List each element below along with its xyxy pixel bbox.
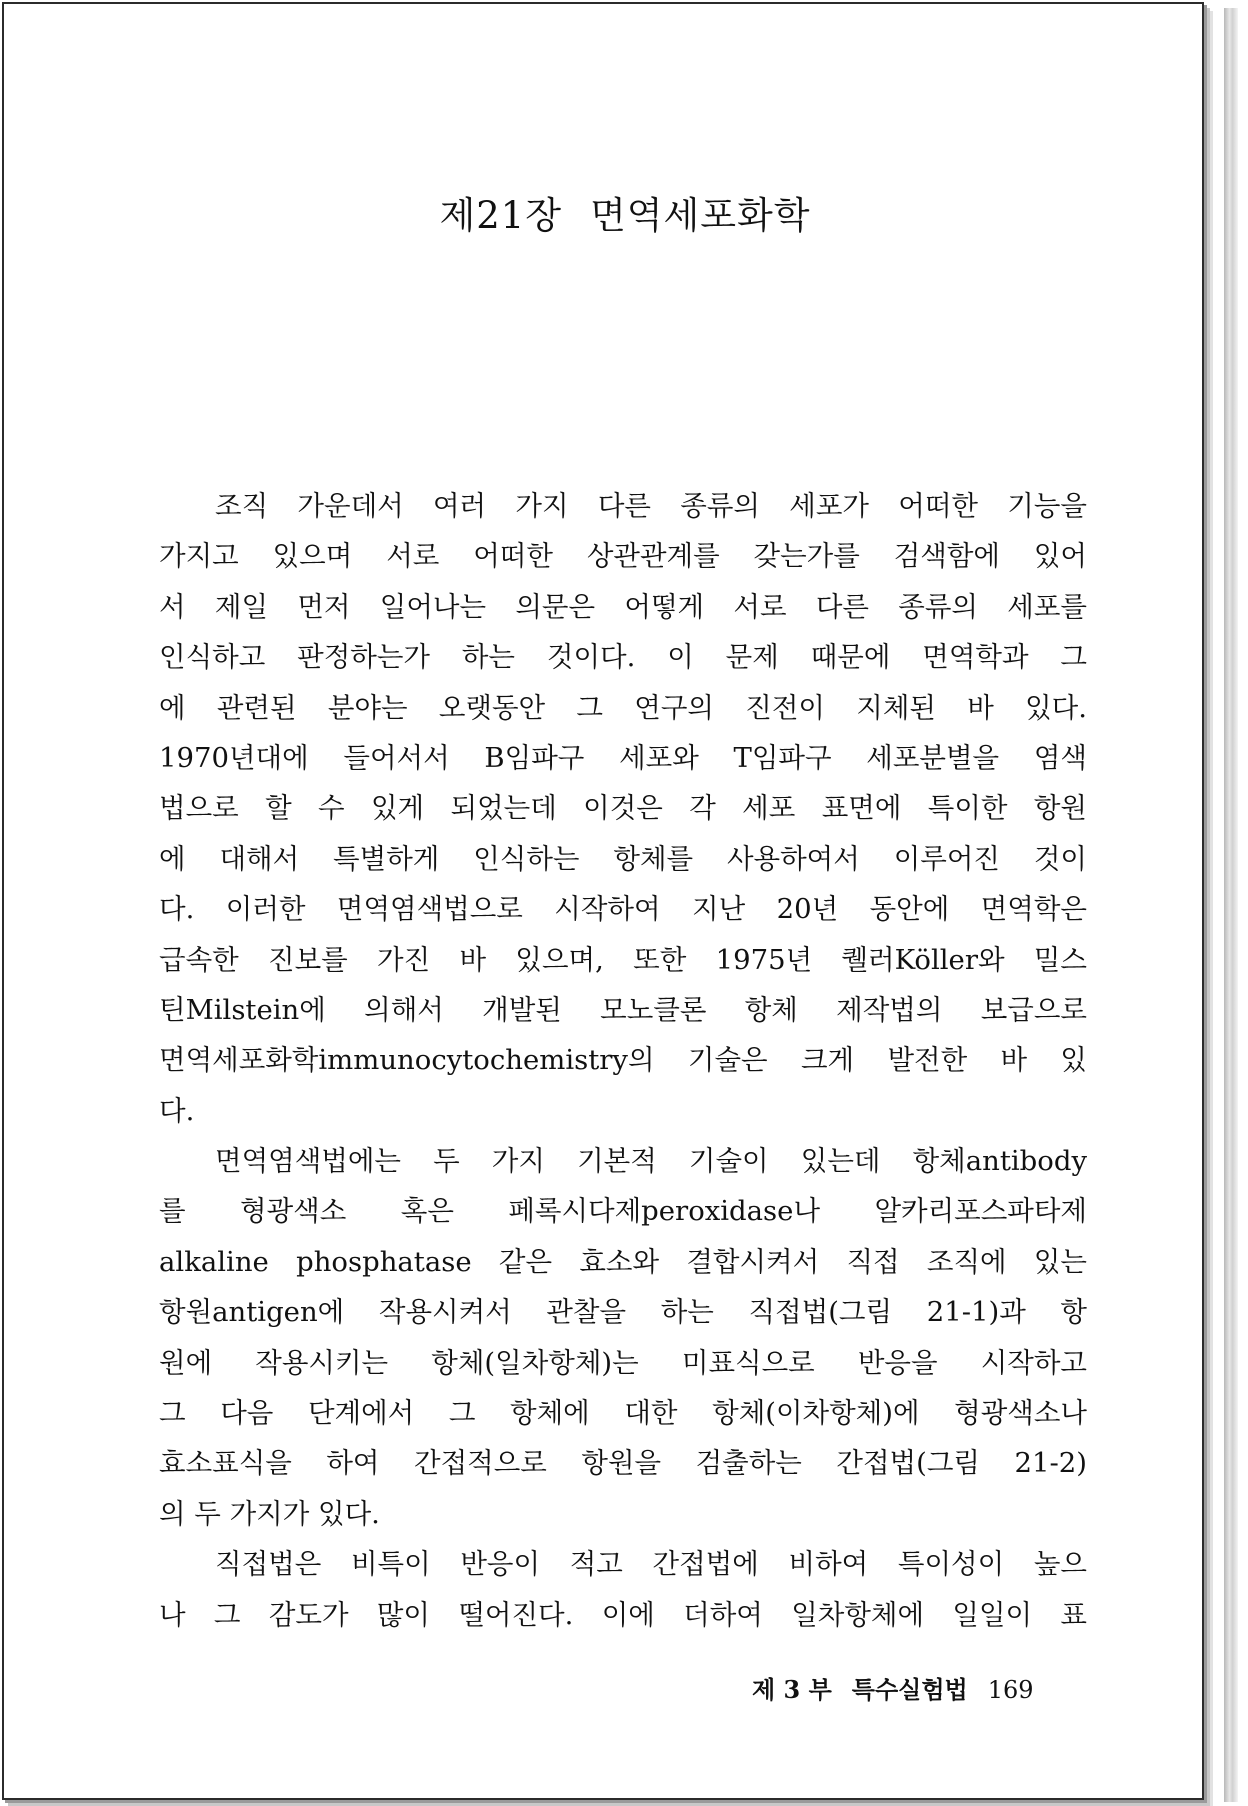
text-line: 에 대해서 특별하게 인식하는 항체를 사용하여서 이루어진 것이 [159, 842, 1087, 875]
book-page [2, 2, 1204, 1800]
text-line: 1970년대에 들어서서 B임파구 세포와 T임파구 세포분별을 염색 [159, 741, 1087, 774]
chapter-number: 제21장 [439, 194, 563, 237]
text-line: 틴Milstein에 의해서 개발된 모노클론 항체 제작법의 보급으로 [159, 993, 1087, 1026]
text-line: 면역염색법에는 두 가지 기본적 기술이 있는데 항체antibody [215, 1145, 1087, 1178]
text-line: 다. [159, 1094, 195, 1127]
text-line: 직접법은 비특이 반응이 적고 간접법에 비하여 특이성이 높으 [215, 1548, 1087, 1581]
text-line: 에 관련된 분야는 오랫동안 그 연구의 진전이 지체된 바 있다. [159, 691, 1087, 724]
text-line: alkaline phosphatase 같은 효소와 결합시켜서 직접 조직에 있는 [159, 1245, 1087, 1278]
text-line: 원에 작용시키는 항체(일차항체)는 미표식으로 반응을 시작하고 [159, 1346, 1087, 1379]
text-line: 가지고 있으며 서로 어떠한 상관관계를 갖는가를 검색함에 있어 [159, 540, 1087, 573]
text-line: 법으로 할 수 있게 되었는데 이것은 각 세포 표면에 특이한 항원 [159, 792, 1087, 825]
text-line: 조직 가운데서 여러 가지 다른 종류의 세포가 어떠한 기능을 [215, 490, 1087, 522]
page-edge-shadow [1224, 8, 1238, 1802]
page-number: 169 [987, 1676, 1034, 1704]
running-footer [752, 1670, 1034, 1705]
chapter-name: 면역세포화학 [590, 194, 811, 237]
text-line: 서 제일 먼저 일어나는 의문은 어떻게 서로 다른 종류의 세포를 [159, 590, 1087, 623]
text-line: 항원antigen에 작용시켜서 관찰을 하는 직접법(그림 21-1)과 항 [159, 1296, 1087, 1329]
body-text [159, 481, 1087, 1640]
chapter-title [4, 185, 1246, 239]
text-line: 나 그 감도가 많이 떨어진다. 이에 더하여 일차항체에 일일이 표 [159, 1598, 1087, 1631]
text-line: 급속한 진보를 가진 바 있으며, 또한 1975년 퀠러Köller와 밀스 [159, 943, 1087, 976]
text-line: 다. 이러한 면역염색법으로 시작하여 지난 20년 동안에 면역학은 [159, 893, 1087, 926]
text-line: 그 다음 단계에서 그 항체에 대한 항체(이차항체)에 형광색소나 [159, 1397, 1087, 1430]
text-line: 면역세포화학immunocytochemistry의 기술은 크게 발전한 바 있 [159, 1044, 1087, 1077]
footer-section: 특수실험법 [851, 1675, 968, 1704]
footer-part: 제 3 부 [752, 1675, 832, 1704]
text-line: 의 두 가지가 있다. [159, 1497, 380, 1530]
text-line: 효소표식을 하여 간접적으로 항원을 검출하는 간접법(그림 21-2) [159, 1447, 1087, 1480]
text-line: 를 형광색소 혹은 페록시다제peroxidase나 알카리포스파타제 [159, 1195, 1087, 1228]
text-line: 인식하고 판정하는가 하는 것이다. 이 문제 때문에 면역학과 그 [159, 641, 1087, 674]
